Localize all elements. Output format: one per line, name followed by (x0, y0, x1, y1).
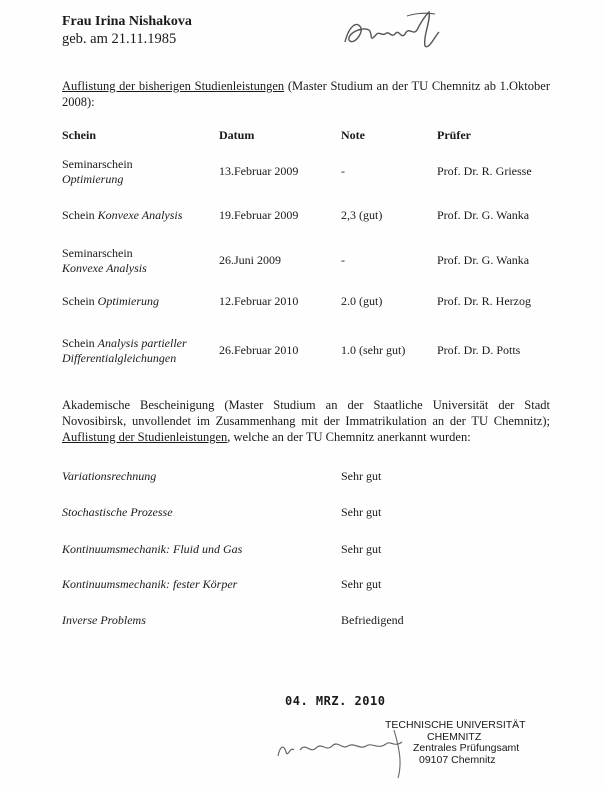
recognized-grade: Sehr gut (341, 469, 382, 483)
paragraph-text: Akademische Bescheinigung (Master Studium an der Staatliche Universität der Stadt Novosibirsk, unvollendet im Zusammenhang mit der Immatrikulation an der TU Chemnitz); (62, 398, 550, 428)
stamp-line: TECHNISCHE UNIVERSITÄT (385, 719, 526, 731)
header-schein: Schein (62, 128, 97, 142)
recognized-course: Kontinuumsmechanik: Fluid und Gas (62, 542, 243, 556)
table-row-pruefer: Prof. Dr. D. Potts (437, 343, 521, 357)
recognized-course: Inverse Problems (62, 613, 146, 627)
intro-text (62, 78, 550, 110)
table-row-pruefer: Prof. Dr. R. Herzog (437, 294, 531, 308)
table-row-note: - (341, 253, 345, 267)
table-row-note: - (341, 164, 345, 178)
recognized-grade: Sehr gut (341, 577, 382, 591)
schein-subject: Konvexe Analysis (62, 261, 147, 275)
date-stamp: 04. MRZ. 2010 (285, 694, 386, 708)
date-of-birth: geb. am 21.11.1985 (62, 31, 177, 47)
schein-label: Schein (62, 294, 98, 308)
student-name: Frau Irina Nishakova (62, 14, 192, 29)
table-row-schein (62, 246, 147, 276)
table-row-schein (62, 336, 187, 366)
header-pruefer: Prüfer (437, 128, 471, 142)
recognized-grade: Befriedigend (341, 613, 404, 627)
intro-rest: (Master Studium an der TU Chemnitz ab 1.Oktober 2008): (62, 79, 550, 109)
table-row-note: 2,3 (gut) (341, 208, 383, 222)
academic-certificate-paragraph (62, 397, 550, 445)
handwritten-signature-top (335, 6, 445, 56)
table-row-datum: 19.Februar 2009 (219, 208, 299, 222)
recognized-grade: Sehr gut (341, 542, 382, 556)
table-row-pruefer: Prof. Dr. G. Wanka (437, 208, 530, 222)
schein-label: Seminarschein (62, 157, 133, 171)
table-row-datum: 26.Februar 2010 (219, 343, 299, 357)
table-row-note: 2.0 (gut) (341, 294, 383, 308)
table-row-schein (62, 208, 182, 223)
schein-subject: Analysis partieller (97, 336, 187, 350)
schein-subject-line2: Differentialgleichungen (62, 351, 177, 365)
table-row-datum: 13.Februar 2009 (219, 164, 299, 178)
recognized-course: Kontinuumsmechanik: fester Körper (62, 577, 238, 591)
table-row-pruefer: Prof. Dr. G. Wanka (437, 253, 530, 267)
stamp-line: CHEMNITZ (427, 730, 482, 743)
university-stamp (385, 720, 526, 766)
schein-subject: Optimierung (62, 172, 124, 186)
recognized-course: Variationsrechnung (62, 469, 157, 483)
paragraph-rest: , welche an der TU Chemnitz anerkannt wurden: (227, 430, 471, 444)
schein-label: Schein (62, 208, 98, 222)
table-row-datum: 12.Februar 2010 (219, 294, 299, 308)
table-row-note: 1.0 (sehr gut) (341, 343, 406, 357)
table-row-pruefer: Prof. Dr. R. Griesse (437, 164, 532, 178)
intro-underlined: Auflistung der bisherigen Studienleistungen (62, 79, 285, 93)
schein-subject: Konvexe Analysis (97, 208, 183, 222)
header-note: Note (341, 128, 365, 142)
header-datum: Datum (219, 128, 255, 142)
recognized-grade: Sehr gut (341, 505, 382, 519)
table-row-datum: 26.Juni 2009 (219, 253, 282, 267)
table-row-schein (62, 157, 133, 187)
schein-subject: Optimierung (97, 294, 160, 308)
stamp-line: Zentrales Prüfungsamt (413, 742, 520, 754)
stamp-line: 09107 Chemnitz (419, 753, 496, 766)
table-row-schein (62, 294, 159, 309)
recognized-course: Stochastische Prozesse (62, 505, 173, 519)
paragraph-underlined: Auflistung der Studienleistungen (62, 430, 228, 444)
schein-label: Schein (62, 336, 98, 350)
schein-label: Seminarschein (62, 246, 133, 260)
